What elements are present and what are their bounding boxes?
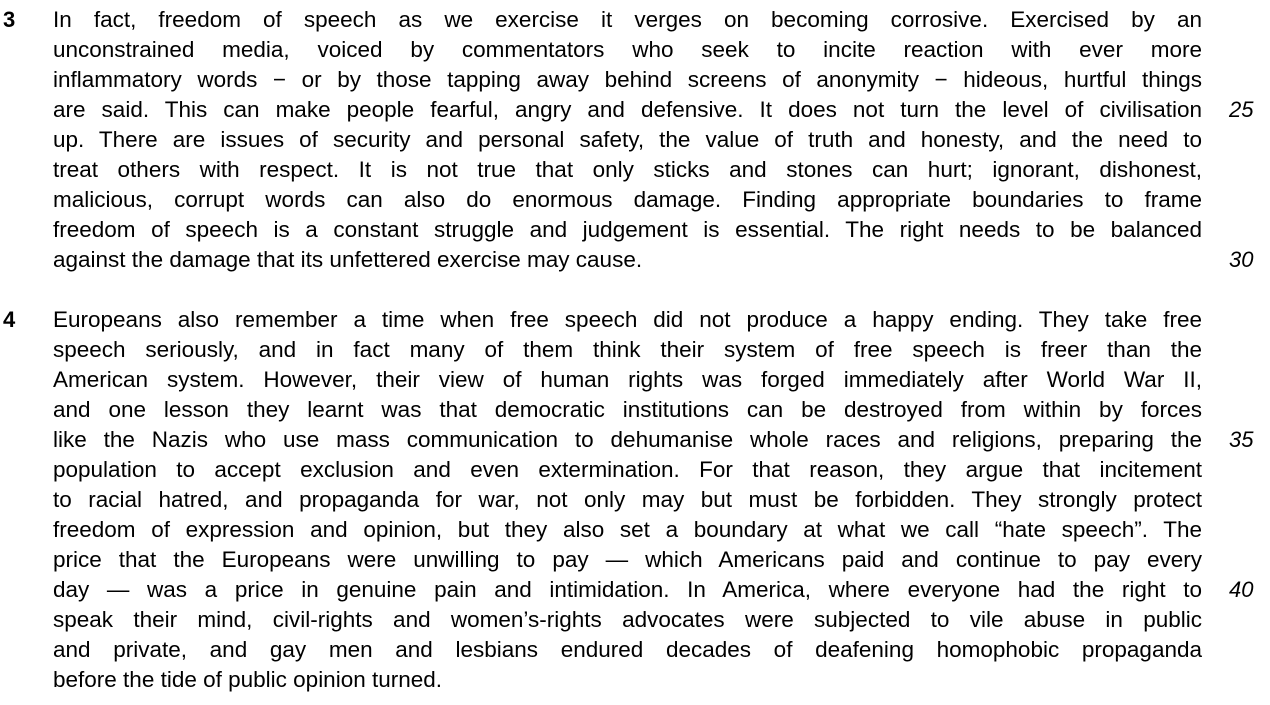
text-line: day — was a price in genuine pain and intimidation. In America, where everyone had the right to	[53, 577, 1202, 602]
text-line: American system. However, their view of human rights was forged immediately after World War II,	[53, 367, 1202, 392]
line-number: 30	[1229, 247, 1254, 272]
text-line: Europeans also remember a time when free speech did not produce a happy ending. They take free	[53, 307, 1202, 332]
text-line: up. There are issues of security and personal safety, the value of truth and honesty, and the need to	[53, 127, 1202, 152]
text-line: and private, and gay men and lesbians endured decades of deafening homophobic propaganda	[53, 637, 1202, 662]
text-line: In fact, freedom of speech as we exercise it verges on becoming corrosive. Exercised by an	[53, 7, 1202, 32]
text-line: to racial hatred, and propaganda for war, not only may but must be forbidden. They strongly protect	[53, 487, 1202, 512]
text-line: and one lesson they learnt was that democratic institutions can be destroyed from within by forces	[53, 397, 1202, 422]
text-line: like the Nazis who use mass communication to dehumanise whole races and religions, preparing the	[53, 427, 1202, 452]
line-number: 35	[1229, 427, 1254, 452]
text-line: malicious, corrupt words can also do enormous damage. Finding appropriate boundaries to frame	[53, 187, 1202, 212]
paragraph-number: 3	[3, 7, 16, 32]
text-line: inflammatory words − or by those tapping away behind screens of anonymity − hideous, hurtful things	[53, 67, 1202, 92]
text-line: against the damage that its unfettered exercise may cause.	[53, 247, 643, 272]
text-line: price that the Europeans were unwilling to pay — which Americans paid and continue to pay every	[53, 547, 1202, 572]
text-line: treat others with respect. It is not true that only sticks and stones can hurt; ignorant, dishonest,	[53, 157, 1202, 182]
text-line: unconstrained media, voiced by commentators who seek to incite reaction with ever more	[53, 37, 1202, 62]
text-line: before the tide of public opinion turned.	[53, 667, 443, 692]
text-line: freedom of speech is a constant struggle and judgement is essential. The right needs to be balanced	[53, 217, 1202, 242]
line-number: 25	[1229, 97, 1254, 122]
paragraph-number: 4	[3, 307, 16, 332]
text-line: are said. This can make people fearful, angry and defensive. It does not turn the level of civilisation	[53, 97, 1202, 122]
text-line: population to accept exclusion and even extermination. For that reason, they argue that incitement	[53, 457, 1202, 482]
text-line: speak their mind, civil-rights and women’s-rights advocates were subjected to vile abuse in public	[53, 607, 1202, 632]
text-line: speech seriously, and in fact many of them think their system of free speech is freer than the	[53, 337, 1202, 362]
text-line: freedom of expression and opinion, but they also set a boundary at what we call “hate speech”. The	[53, 517, 1202, 542]
line-number: 40	[1229, 577, 1254, 602]
